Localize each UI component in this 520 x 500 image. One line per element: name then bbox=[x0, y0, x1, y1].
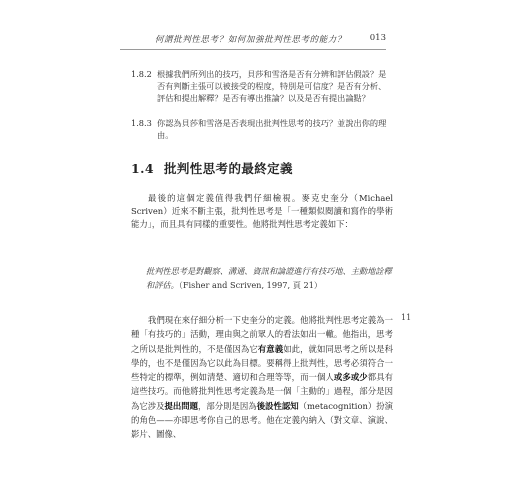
paragraph-text: 如此，就如同思考之所以是科學的，也不是僅因為它以此為目標。要稱得上批判性，思考必須符合一些特定的標準，例如清楚、適切和合理等等，而一個人 bbox=[131, 343, 394, 383]
section-number: 1.4 bbox=[131, 161, 154, 176]
paragraph-text: （metacognition）扮演的角色——亦即思考你自己的思考。他在定義內納入（對文章、演說、影片、圖像、 bbox=[131, 400, 394, 440]
running-header bbox=[120, 31, 386, 50]
question-number: 1.8.3 bbox=[131, 118, 152, 128]
question-text: 根據我們所列出的技巧，貝莎和雪洛是否有分辨和評估假設？是否有判斷主張可以被接受的程度，特別是可信度？是否有分析、評估和提出解釋？是否有導出推論？以及是否有提出論點？ bbox=[157, 69, 387, 104]
emphasis-text: 或多或少 bbox=[333, 372, 368, 383]
body-paragraph bbox=[131, 313, 393, 442]
review-question bbox=[131, 68, 393, 105]
paragraph-text: 我們現在來仔細分析一下史奎分的定義。他將批判性思考定義為一種「有技巧的」活動，理由與之前眾人的看法如出一轍。他指出，思考之所以是批判性的，不是僅因為它 bbox=[131, 315, 393, 354]
paragraph-text: ，部分則是因為 bbox=[198, 400, 257, 411]
block-quote bbox=[146, 264, 392, 292]
review-question bbox=[131, 117, 393, 141]
running-header-title: 何謂批判性思考？如何加強批判性思考的能力？ bbox=[154, 35, 346, 45]
quote-text: 批判性思考是對觀察、溝通、資訊和論證進行有技巧地、主動地詮釋和評估。 bbox=[146, 266, 392, 291]
quote-citation: （Fisher and Scriven, 1997, 頁 21） bbox=[178, 280, 323, 291]
paragraph-text: 都具有這些技巧。而他將批判性思考定義為是一個「主動的」過程，部分是因為它涉及 bbox=[131, 372, 394, 411]
emphasis-text: 有意義 bbox=[257, 343, 284, 354]
question-number: 1.8.2 bbox=[131, 69, 152, 79]
emphasis-text: 後設性認知 bbox=[256, 400, 299, 411]
emphasis-text: 提出問題 bbox=[164, 400, 199, 411]
section-heading bbox=[131, 159, 293, 177]
question-text: 你認為貝莎和雪洛是否表現出批判性思考的技巧？並說出你的理由。 bbox=[157, 118, 387, 141]
margin-note: 11 bbox=[401, 313, 412, 322]
section-title: 批判性思考的最終定義 bbox=[163, 161, 293, 176]
page-number: 013 bbox=[369, 33, 386, 43]
body-paragraph: 最後的這個定義值得我們仔細檢視。麥克史奎分（Michael Scriven）近來不斷主張，批判性思考是「一種類似閱讀和寫作的學術能力」，而且具有同樣的重要性。他將批判性思考定義如下： bbox=[131, 193, 393, 230]
